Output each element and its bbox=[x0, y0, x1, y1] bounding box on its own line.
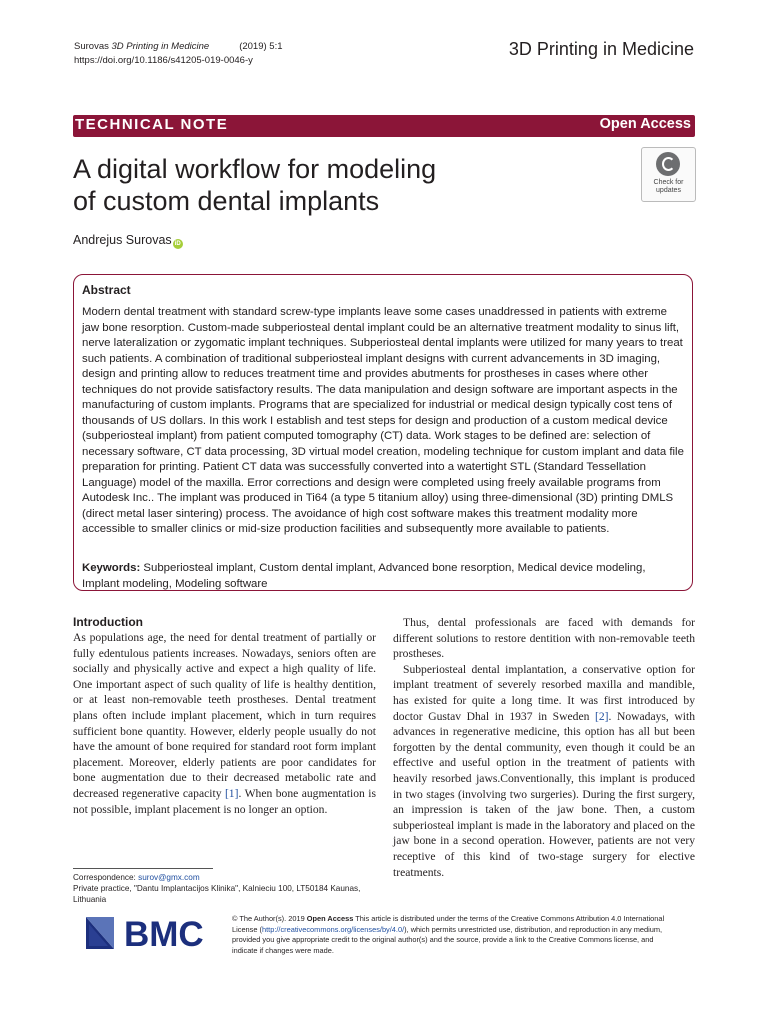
article-type-label: TECHNICAL NOTE bbox=[75, 116, 229, 133]
citation-year: (2019) 5:1 bbox=[239, 41, 283, 52]
author-line bbox=[73, 233, 183, 249]
reference-link-2[interactable]: [2] bbox=[594, 709, 609, 723]
intro-para-2: Thus, dental professionals are faced with demands for different solutions to restore dentition with non-removable teeth prostheses. bbox=[393, 616, 695, 661]
author-name[interactable]: Andrejus Surovas bbox=[73, 233, 172, 247]
article-title bbox=[73, 153, 593, 217]
open-access-label: Open Access bbox=[599, 116, 691, 132]
correspondence-label: Correspondence: bbox=[73, 873, 139, 882]
footnote-divider bbox=[73, 868, 213, 869]
title-line-1: A digital workflow for modeling bbox=[73, 154, 437, 184]
citation-author: Surovas bbox=[74, 41, 109, 52]
keywords-label: Keywords: bbox=[82, 562, 141, 574]
license-open-access: Open Access bbox=[306, 914, 354, 923]
license-statement: © The Author(s). 2019 Open Access This article is distributed under the terms of the Creative Commons Attribution 4.0 International License (http://creativecommons.org/licenses/by/4.0/), which permits unrestricted use, distribution, and reproduction in any medium, provided you give appropriate credit to the original author(s) and the source, provide a link to the Creative Commons license, and indicate if changes were made. bbox=[232, 914, 665, 955]
keywords-list: Subperiosteal implant, Custom dental implant, Advanced bone resorption, Medical device modeling, Implant modeling, Modeling software bbox=[82, 562, 646, 590]
bmc-logo-text: BMC bbox=[124, 915, 204, 951]
citation-header bbox=[74, 40, 283, 68]
introduction-heading: Introduction bbox=[73, 615, 143, 629]
title-line-2: of custom dental implants bbox=[73, 186, 380, 216]
intro-column-2 bbox=[393, 615, 695, 880]
intro-para-1a: As populations age, the need for dental treatment of partially or fully edentulous patients increases. Nowadays, seniors often are socially and physically active and expect a high quality of life. One important aspect of such quality of life is healthy dentition, or at least non-removable teeth prostheses. Dental treatment plans often include implant placement, which in turn requires sufficient bone quantity. However, elderly people usually do not have the amount of bone required for standard root form implant placement. Moreover, elderly patients are poor candidates for bone augmentation due to their decreased metabolic rate and decreased regenerative capacity bbox=[73, 631, 376, 800]
journal-name: 3D Printing in Medicine bbox=[508, 39, 694, 59]
abstract-text: Modern dental treatment with standard screw-type implants leave some cases unaddressed in patients with extreme jaw bone resorption. Custom-made subperiosteal dental implant could be an alternative treatment modality to sinus lift, nerve lateralization or zygomatic implant techniques. Subperiosteal dental implants were utilized for many years to treat such patients. A combination of traditional subperiosteal implant designs with current advancements in 3D imaging, design and printing allow to reduces treatment time and provides abutments for prostheses in cases where other techniques do not provide satisfactory results. The data manipulation and design software are important aspects in the manufacturing of custom implants. Programs that are specialized for industrial or medical design typically cost tens of thousands of US dollars. In this work I establish and test steps for design and production of a custom medical device (subperiosteal implant) from patient computed tomography (CT) data. Work stages to be defined are: selection of necessary software, CT data processing, 3D virtual model creation, modeling technique for custom implant and data file preparation for printing. Patient CT data was successfully converted into a watertight STL (Standard Tessellation Language) model of the maxilla. Error corrections and design were completed using freely available programs from Autodesk Inc.. The implant was produced in Ti64 (a type 5 titanium alloy) using three-dimensional (3D) printing DMLS (direct metal laser sintering) process. The avoidance of high cost software makes this treatment modality more accessible to smaller clinics or mid-size production facilities and subsequently more available to patients. bbox=[82, 306, 684, 535]
reference-link-1[interactable]: [1] bbox=[224, 786, 239, 800]
correspondence-note bbox=[73, 872, 373, 905]
doi-link[interactable]: https://doi.org/10.1186/s41205-019-0046-y bbox=[74, 55, 253, 66]
check-updates-icon bbox=[656, 152, 680, 176]
orcid-icon[interactable]: iD bbox=[174, 241, 181, 247]
correspondence-address: Private practice, "Dantu Implantacijos Klinika", Kalnieciu 100, LT50184 Kaunas, Lithuania bbox=[73, 884, 361, 904]
correspondence-email-link[interactable]: surov@gmx.com bbox=[138, 873, 200, 882]
citation-journal: 3D Printing in Medicine bbox=[111, 41, 210, 52]
license-link[interactable]: http://creativecommons.org/licenses/by/4.0/ bbox=[262, 924, 405, 934]
intro-para-1b: . When bone augmentation is not possible, implant placement is no longer an option. bbox=[73, 786, 376, 816]
check-for-updates-button[interactable] bbox=[641, 147, 696, 202]
check-updates-label: Check for updates bbox=[653, 179, 684, 194]
bmc-logo[interactable] bbox=[84, 913, 214, 951]
article-type-band bbox=[73, 115, 695, 137]
intro-column-1 bbox=[73, 630, 376, 817]
intro-para-3: Subperiosteal dental implantation, a conservative option for implant treatment of severely resorbed maxilla and mandible, has existed for quite a long time. It was first introduced by doctor Gustav Dhal in 1937 in Sweden [2]. Nowadays, with advances in regenerative medicine, this option has all but been forgotten by the dental community, even though it could be an effective and useful option in the treatment of patients with heavily resorbed jaws.Conventionally, this implant is produced in two stages (involving two surgeries). During the first surgery, an impression is taken of the jaw bone. Then, a custom subperiosteal implant is made in the laboratory and placed on the jaw bone in a second operation. However, patients are not very receptive of this kind of two-stage surgery for elective treatments. bbox=[393, 662, 695, 879]
abstract-heading: Abstract bbox=[82, 283, 131, 297]
keywords bbox=[82, 561, 686, 592]
